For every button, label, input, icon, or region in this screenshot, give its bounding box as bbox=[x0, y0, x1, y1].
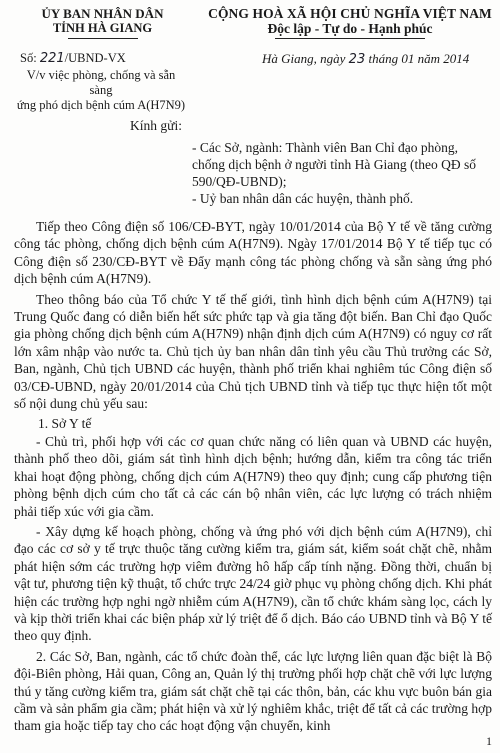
national-heading bbox=[205, 6, 495, 39]
recipient-item: - Các Sở, ngành: Thành viên Ban Chỉ đạo phòng, chống dịch bệnh ở người tỉnh Hà Giang (theo QĐ số 590/QĐ-UBND); bbox=[192, 140, 477, 189]
date-day-handwritten: 23 bbox=[348, 52, 366, 67]
body-paragraph: 2. Các Sở, Ban, ngành, các tổ chức đoàn thể, các lực lượng liên quan đặc biệt là Bộ đội-Biên phòng, Hải quan, Công an, Quản lý thị trường phối hợp chặt chẽ với lực lượng thú y tăng cường kiểm tra, giám sát chặt chẽ tại các thôn, bản, các khu vực buôn bán gia cầm và sản phẩm gia cầm; phát hiện và xử lý nghiêm khắc, triệt để tất cả các trường hợp tham gia hoặc tiếp tay cho các hoạt động vận chuyển, kinh bbox=[14, 648, 492, 734]
subject-line-1: V/v việc phòng, chống và sẵn sàng bbox=[26, 68, 176, 97]
document-subject bbox=[16, 68, 186, 113]
body-paragraph: Tiếp theo Công điện số 106/CĐ-BYT, ngày 10/01/2014 của Bộ Y tế về tăng cường công tác phòng, chống dịch bệnh cúm A(H7N9). Ngày 17/01/2014 Bộ Y tế tiếp tục có Công điện số 230/CĐ-BYT về Đẩy mạnh công tác phòng chống và sẵn sàng ứng phó dịch bệnh cúm A(H7N9). bbox=[14, 219, 492, 287]
date-suffix: tháng 01 năm 2014 bbox=[368, 51, 470, 66]
date-prefix: Hà Giang, ngày bbox=[262, 51, 346, 66]
document-number-handwritten: 221 bbox=[39, 51, 65, 66]
authority-name: ỦY BAN NHÂN DÂN bbox=[41, 6, 164, 21]
body-paragraph: Theo thông báo của Tổ chức Y tế thế giới, tình hình dịch bệnh cúm A(H7N9) tại Trung Quốc đang có diễn biến hết sức phức tạp và gia tăng đột biến. Ban Chỉ đạo Quốc gia phòng chống dịch bệnh cúm A(H7N9) nhận định dịch cúm A(H7N9) có nguy cơ rất lớn xâm nhập vào nước ta. Chủ tịch ủy ban nhân dân tỉnh yêu cầu Thủ trưởng các Sở, Ban, ngành, Chủ tịch UBND các huyện, thành phố triển khai nghiêm túc Công điện số 03/CĐ-UBND, ngày 20/01/2014 của Chủ tịch UBND tỉnh và tiếp tục thực hiện tốt một số nội dung chủ yếu sau: bbox=[14, 291, 492, 412]
nation-title: CỘNG HOÀ XÃ HỘI CHỦ NGHĨA VIỆT NAM bbox=[208, 6, 492, 21]
recipients-list bbox=[192, 139, 492, 207]
subject-line-2: ứng phó dịch bệnh cúm A(H7N9) bbox=[16, 98, 186, 112]
nation-motto: Độc lập - Tự do - Hạnh phúc bbox=[267, 21, 433, 36]
document-body bbox=[14, 218, 492, 738]
document-number bbox=[20, 51, 126, 66]
issuing-authority bbox=[10, 6, 195, 39]
document-number-prefix: Số: bbox=[20, 51, 37, 65]
section-heading: 1. Sở Y tế bbox=[38, 416, 92, 432]
authority-underline bbox=[68, 38, 138, 39]
authority-province: TỈNH HÀ GIANG bbox=[52, 21, 153, 35]
body-paragraph: - Chủ trì, phối hợp với các cơ quan chức năng có liên quan và UBND các huyện, thành phố theo dõi, giám sát tình hình dịch bệnh; hướng dẫn, kiểm tra công tác triển khai hoạt động phòng, chống dịch cúm A(H7N9) theo quy định; cung cấp phương tiện phòng bệnh dịch cúm cho tất cả các cán bộ nhân viên, các lực lượng có trách nhiệm phải tiếp xúc với gia cầm. bbox=[14, 433, 492, 519]
page-number: 1 bbox=[486, 734, 492, 748]
body-paragraph: - Xây dựng kế hoạch phòng, chống và ứng phó với dịch bệnh cúm A(H7N9), chỉ đạo các cơ sở y tế trực thuộc tăng cường kiểm tra, giám sát, kiểm soát chặt chẽ, nhằm phát hiện sớm các trường hợp viêm đường hô hấp cấp tính nặng. Đồng thời, chuẩn bị vật tư, phương tiện kỹ thuật, tổ chức trực 24/24 giờ phục vụ phòng chống dịch. Khi phát hiện các trường hợp nghi ngờ nhiễm cúm A(H7N9), cần tổ chức khám sàng lọc, cách ly và kịp thời triển khai các biện pháp xử lý triệt để ổ dịch. Báo cáo UBND tỉnh và Bộ Y tế theo quy định. bbox=[14, 523, 492, 644]
recipient-item: - Uỷ ban nhân dân các huyện, thành phố. bbox=[192, 191, 414, 206]
motto-underline bbox=[275, 38, 425, 39]
document-date bbox=[262, 51, 469, 67]
recipients-label: Kính gửi: bbox=[130, 118, 182, 133]
document-number-suffix: /UBND-VX bbox=[64, 51, 126, 65]
